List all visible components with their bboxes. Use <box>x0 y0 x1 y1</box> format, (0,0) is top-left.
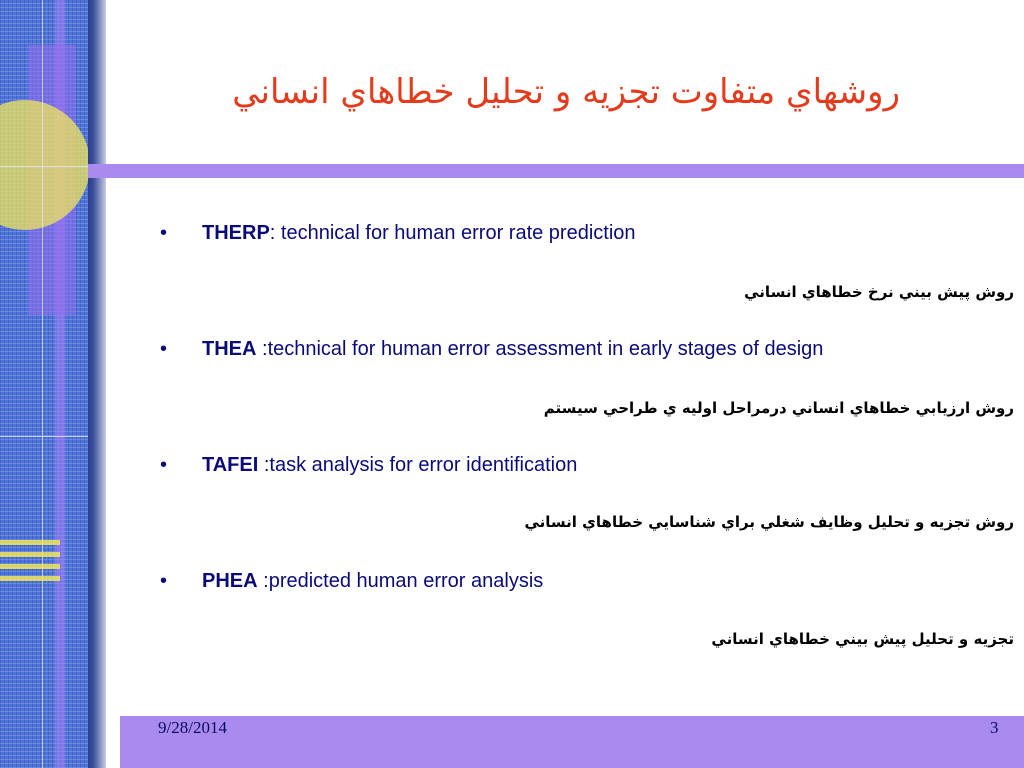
bullet-key: TAFEI <box>202 454 259 476</box>
bullet-item <box>160 222 1000 245</box>
bullet-item <box>160 454 1000 477</box>
decorative-yellow-lines <box>0 540 60 600</box>
footer-bar <box>120 716 1024 768</box>
bullet-icon: • <box>160 570 168 592</box>
bullet-icon: • <box>160 222 168 244</box>
bullet-item <box>160 570 1000 593</box>
bullet-text: :technical for human error assessment in early stages of design <box>256 338 824 360</box>
persian-translation: روش ارزيابي خطاهاي انساني درمراحل اوليه ي طراحي سيستم <box>543 399 1014 417</box>
bullet-icon: • <box>160 454 168 476</box>
footer-date: 9/28/2014 <box>158 718 227 737</box>
decorative-strip-shadow <box>88 0 106 768</box>
bullet-key: THEA <box>202 338 257 360</box>
bullet-item <box>160 338 1000 361</box>
bullet-text: : technical for human error rate prediction <box>269 222 636 244</box>
persian-translation: روش تجزيه و تحليل وظايف شغلي براي شناسايي خطاهاي انساني <box>524 513 1014 531</box>
decorative-grid-line <box>42 0 43 768</box>
page-number: 3 <box>990 718 999 737</box>
title-underline-bar <box>88 164 1024 178</box>
decorative-side-strip <box>0 0 88 768</box>
bullet-text: :predicted human error analysis <box>257 570 544 592</box>
bullet-text: :task analysis for error identification <box>258 454 578 476</box>
bullet-key: THERP <box>202 222 270 244</box>
bullet-key: PHEA <box>202 570 258 592</box>
persian-translation: روش پيش بيني نرخ خطاهاي انساني <box>744 283 1014 301</box>
bullet-icon: • <box>160 338 168 360</box>
slide-title: روشهاي متفاوت تجزيه و تحليل خطاهاي انساني <box>232 72 900 112</box>
persian-translation: تجزيه و تحليل پيش بيني خطاهاي انساني <box>711 630 1014 648</box>
